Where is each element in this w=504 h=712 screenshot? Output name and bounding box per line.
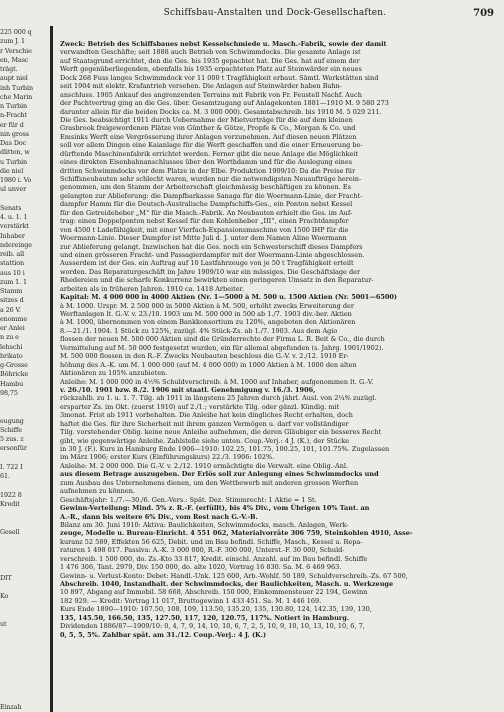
text-line: Grasbrook freigewordenen Plätze von Günther & Götze, Propfe & Co., Morgan & Co. und [60,124,356,133]
text-line: rückzahlb. zu 1. u. 1. 7. Tilg. ab 1911 in längstens 25 Jahren durch jährl. Ausl. von 2¼% zuzügl. [60,394,377,403]
left-column-line: dlitten, w [0,148,30,157]
header-title: Schiffsbau-Anstalten und Dock-Gesellschaften. [163,8,387,18]
left-column-line: 5 zus. z [0,435,24,443]
left-column-line: sitzes d [0,296,24,305]
left-column-line: Schiffe [0,425,22,434]
text-line: seit 1904 mit elektr. Krafantrieb versehen. Die Anlagen auf Steinwärder haben Bahn- [60,82,342,91]
text-line: Kapital: M. 4 000 000 in 4000 Aktien (Nr. 1—5000 à M. 500 u. 1500 Aktien (Nr. 5001—6500) [60,293,397,302]
left-column-line: Böhricke [0,370,29,379]
text-line: dritten Schwimmdocks vor dem Platze in der Elbe. Produktion 1909/10: Da die Preise für [60,166,356,175]
left-column-line [0,639,48,648]
text-line: Anleihe: M. 2 000 000. Die G.-V. v. 2./12. 1910 ermächtigte die Verwalt. eine Oblig.-Anl. [60,461,349,470]
left-column-line: 1980 i. Vo [0,176,32,184]
text-line: Schiffsneubauten sehr schlecht waren, wurden nur die notwendigsten Neuaufträge herein- [60,175,362,183]
left-column-line: lehschi [0,342,23,351]
text-line: für den Getreideheber „M“ für die Masch.-Fabrik. An Neubauten erhielt die Ges. im Auf- [60,208,353,217]
column-divider [50,26,53,712]
left-column-line [0,583,48,592]
left-column-line: brikato [0,351,23,360]
text-line: Vermittelung auf M. 50 000 festgesetzt wurden, ein für allemal abgefunden (s. Jahrg. 1901/1902). [60,343,384,352]
left-column-line [0,694,48,703]
text-line: dampfer Hamm für die Deutsch-Australische Dampfschiffs-Ges., ein Ponton nebst Kessel [60,200,353,209]
left-column-line [0,602,48,611]
left-column-line: trägt. [0,65,18,73]
left-column-line: aupt niel [0,74,28,83]
left-column-line [0,195,48,204]
text-line: soll vor allem Dingen eine Kaianlage für die Werft geschaffen und die einer Erneuerung be- [60,141,363,150]
text-line: genommen, um den Stamm der Arbeiterschaft gleichmässig beschäftigen zu können. Es [60,183,351,192]
left-column-line [0,685,48,694]
left-column-line: zum 1. 1 [0,277,27,286]
text-line: Gewinn-Verteilung: Mind. 5% z. R.-F. (erfüllt), bis 4% Div., vom Übrigen 10% Tant. an [60,504,370,513]
left-column-line: Ko [0,592,9,601]
left-column-line: g-Grosse [0,361,28,369]
text-line: M. 500 000 flossen in den R.-F. Zwecks Neubauten beschloss die G.-V. v. 2./12. 1910 Er- [60,352,349,361]
text-line: arbeiten als in früheren Jahren. 1910 ca. 1418 Arbeiter. [60,284,245,293]
text-line: Woermann-Linie. Dieser Dampfer ist Mitte Juli d. J. unter dem Namen Aline Woermann [60,234,347,243]
left-column-line: Stamm [0,287,23,295]
text-line: 8.—21./1. 1904. 1 Stück zu 125%, zuzügl. 4% Stück-Zs. ab 1./7. 1903. Aus dem Agio [60,326,338,335]
left-column-line: a 26 V. [0,305,21,314]
left-column-line: Kredit [0,499,20,508]
left-column-line [0,518,48,527]
text-line: der Pachtvertrag ging an die Ges. über. Gesamtzugang auf Anlagekonten 1881—1910 M. 9 580 273 [60,99,389,108]
text-line: darunter allein für die beiden Docks ca. M. 3 000 000). Gesamtabschreib. bis 1910 M. 5 029 211. [60,107,382,116]
text-line: verschreib. 1 500 000, do. Zs.-Kto 33 817, Kredit. einschl. Anzahl. auf im Bau befindl. Schiffe [60,554,368,563]
text-line: gibt, wie gegenwärtige Anleihe. Zahlstelle siehe unten. Coup.-Verj.: 4 J. (K.), der Stücke [60,436,350,445]
left-column-line [0,565,48,574]
left-column-line [0,546,48,555]
left-column-line [0,555,48,564]
text-line: v. 26./10. 1901 bzw. 8./2. 1906 mit staatl. Genehmigung v. 16./3. 1906, [60,385,316,394]
text-line: trag: einen Doppelponton nebst Kessel für den Kohlenheber „III“, einen Frachtdampfer [60,217,349,226]
text-line: 10 897, Abgang auf Immobil. 58 668, Abschreib. 150 000, Einkommensteuer 22 194, Gewinn [60,588,368,597]
text-line: ersparter Zs. im Okt. (zuerst 1910) auf 2./1.; verstärkte Tilg. oder gänzl. Kündig. mit [60,402,340,411]
text-line: à M. 1000, übernommen von einem Bankkonsortium zu 120%, angeboten den Aktionären [60,318,356,327]
left-column-line: enomme [0,314,28,323]
left-column-line: nin gross [0,129,29,138]
text-line: 3monat. Frist ab 1911 vorbehalten. Die Anleihe hat kein dingliches Recht erhalten, doch [60,411,353,420]
text-line: Anleihe: M. 1 000 000 in 4½% Schuldverschreib. à M. 1000 auf Inhaber, aufgenommen lt. G.-V. [60,377,374,386]
text-line: höhung des A.-K. um M. 1 000 000 (auf M. 4 000 000) in 1000 Aktien à M. 1000 den alten [60,360,357,369]
left-column-line: Hambu [0,379,24,388]
text-line: 182 929. — Kredit: Vortrag 11 017, Bruttogewinn 1 433 451. Sa. M. 1 446 169. [60,596,322,605]
text-line: 135, 145.50, 166.50, 135, 127.50, 117, 120, 120.75, 117%. Notiert in Hamburg. [60,613,350,622]
text-line: anschluss. 1905 Ankauf des angrenzenden Terrains mit Fabrik von Fr. Feustell Nachf. Auch [60,90,362,99]
text-line: à M. 1000. Urspr. M. 2 500 000 in 5000 Aktien à M. 500, erhöht zwecks Erweiterung der [60,301,354,310]
left-column-line [0,648,48,657]
left-column-line: er Anlei [0,324,25,332]
text-line: dürftende Maschinenfabrik errichtet werden. Ferner gibt die neue Anlage die Möglichkeit [60,149,359,158]
left-column-line: 225 000 q [0,28,32,36]
text-line: verwandten Geschäfte; seit 1888 auch Betrieb von Schwimmdocks. Die gesamte Anlage ist [60,48,361,57]
text-line: im März 1906; erster Kurs (Einführungskurs) 22./3. 1906: 102%. [60,453,275,462]
text-line: Geschäftsjahr: 1./7.—30./6. Gen.-Vers.: Spät. Dez. Stimmrecht: 1 Aktie = 1 St. [60,495,317,504]
text-line: Kurs Ende 1890—1910: 107.50, 108, 109, 113.50, 135.20, 135, 130.80, 124, 142.35, 139, 130, [60,605,372,614]
left-column-line: DIT [0,573,12,582]
text-line: zeuge, Modelle u. Bureau-Einricht. 4 551 062, Materialvorräte 306 759, Steinkohlen 4910, Asse- [60,529,413,538]
left-column-line: inh Turbin [0,83,33,92]
left-column-line: stattion [0,259,25,268]
left-column-line: 1922 8 [0,490,22,499]
left-column-line: reib. all [0,250,25,258]
text-line: aufnehmen zu können. [60,487,135,496]
left-column-line: verstärkt [0,222,29,231]
text-line: Dock 268 Fuss langes Schwimmdock vor 11 000 t Tragfähigkeit erbaut. Sämtl. Werkstätten sind [60,73,379,82]
text-line: haftet die Ges. für ihre Sicherheit mit ihrem ganzen Vermögen u. darf vor vollständiger [60,419,349,428]
text-line: Zweck: Betrieb des Schiffsbaues nebst Kesselschmiede u. Masch.-Fabrik, sowie der damit [60,40,387,48]
text-line: Ausserdem ist der Ges. ein Auftrag auf 10 Lastfahrzeuge von je 50 t Tragfähigkeit erteilt [60,259,354,268]
main-text-column [60,40,496,708]
left-column-line [0,481,48,490]
left-column-line [0,657,48,666]
left-column-line: Senats [0,203,22,212]
text-line: A.-R., dann bis weitere 6% Div., vom Rest nach G.-V.-B. [60,512,258,521]
left-column-line: n zu e [0,333,19,342]
left-column-line: ersonfür [0,444,27,453]
text-line: eines direkten Eisenbahnanschlusses über den Worthdamm und für die Auslegung eines [60,158,353,167]
text-line: 1 476 306, Tant. 2979, Div. 150 000, do. alte 1020, Vortrag 16 830. Sa. M. 6 469 963. [60,563,342,572]
text-line: Die Ges. beabsichtigt 1911 durch Uebernahme der Mietverträge für die auf dem kleinen [60,115,353,124]
text-line: auf Staatsgrund errichtet, den die Ges. bis 1935 gepachtet hat. Die Ges. hat auf einem der [60,56,360,65]
text-line: Aktionären zu 105% anzubieten. [60,369,168,378]
text-line: worden. Das Reparaturgeschäft im Jahre 1909/10 war ein mässiges. Die Geschäftslage der [60,267,361,276]
left-column-line [0,509,48,518]
page-number: 709 [473,8,494,19]
text-line: Dividenden 1886/87—1909/10: 0, 4, 7, 9, 14, 10, 10, 6, 7, 2, 5, 10, 9, 10, 10, 13, 10, 10, 6, 7, [60,622,365,631]
left-column-line [0,537,48,546]
left-column-line [0,454,48,463]
left-column-line [0,676,48,685]
left-column-line: 61. [0,472,10,480]
left-column-line: en, Masc [0,55,29,64]
text-line: Abschreib. 1040, Instandhalt. der Schwimmdocks, der Baulichkeiten, Masch. u. Werkzeuge [60,580,394,588]
left-column-line: Das Doc [0,139,27,147]
left-column-line: zum J. 1 [0,37,25,46]
left-column-line: eugung [0,416,24,425]
text-line: flossen der neuen M. 500 000 Aktien sind die Gründerrechte der Firma L. R. Beit & Co., die durch [60,335,385,344]
left-column-line: ul unver [0,185,27,194]
text-line: und einen grösseren Fracht- und Passagierdampfer mit der Woermann-Linie abgeschlossen. [60,250,365,259]
text-line: raturen 1 498 017. Passiva: A.-K. 3 000 000, R.-F. 300 000, Unterst.-F. 30 000, Schuld- [60,546,345,555]
text-line: Gewinn- u. Verlust-Konto: Debet: Handl.-Unk. 125 600, Arb.-Wohlf. 50 189, Schuldverschreib.-Zs. 67 500, [60,571,408,580]
text-line: von 4500 t Ladefähigkeit, mit einer Vierfach-Expansionsmaschine von 1500 IHP für die [60,225,349,234]
left-column-line: aus 10 i [0,268,25,277]
left-column-line: Inhaber [0,231,25,240]
left-column-line: I. 722 I [0,462,23,471]
text-line: aus diesem Betrage auszugeben. Der Erlös soll zur Anlegung eines Schwimmdocks und [60,470,379,479]
left-column-line [0,666,48,675]
left-column-line: ut [0,620,7,628]
left-column-line: r Verschie [0,46,32,55]
left-column-line: Einzah [0,703,22,712]
left-column-line: n Turbin [0,102,28,110]
left-column-line: die niel [0,166,24,175]
left-column-line [0,398,48,407]
left-column-line [0,611,48,620]
left-column-line: che Marin [0,92,33,101]
left-column-line [0,407,48,416]
left-column-line: 4. u. 1. 1 [0,213,28,221]
left-column-line: ndereinge [0,240,32,249]
text-line: Rhedereien und die scharfe Konkurrenz bewirkten einen geringeren Umsatz in den Reparatur- [60,276,374,285]
text-line: Emsinks Werft eine Vergrösserung ihrer Anlagen vorzunehmen. Auf diesen neuen Plätzen [60,132,357,141]
left-column-line: n-Fracht [0,111,28,120]
left-column-line: 98,75 [0,388,18,397]
text-line: zum Ausbau des Unternehmens dienen, um den Wettbewerb mit anderen grossen Werften [60,478,359,487]
text-line: Bilanz am 30. Juni 1910: Aktiva: Baulichkeiten, Schwimmdocks, masch. Anlagen, Werk- [60,520,349,529]
left-column-line: u Turbin [0,157,28,166]
left-column-line [0,629,48,638]
left-cropped-column [0,28,48,712]
text-line: kuranz 52 589, Effekten 56 625, Debit. und im Bau befindl. Schiffe, Masch., Kessel u. Repa- [60,537,363,546]
text-line: Tilg. vorstehender Oblig. keine neue Anleihe aufnehmen, die deren Gläubiger ein besseres Recht [60,428,382,437]
text-line: Werft gegenüberliegenden, ebenfalls bis 1935 erpachteten Platz auf Steinwärder ein neues [60,65,362,74]
text-line: Werftanlagen lt. G.-V. v. 23./10. 1903 um M. 500 000 in 500 ab 1./7. 1903 div.-ber. Aktien [60,310,352,318]
text-line: zur Ablieferung gelangt. Inzwischen hat die Ges. noch ein Schwesterschiff dieses Dampfers [60,242,363,251]
text-line: 0, 5, 5, 5%. Zahlbar spät. am 31./12. Coup.-Verj.: 4 J. (K.) [60,630,267,639]
left-column-line: er für d [0,120,24,129]
text-line: in 30 J. (F.). Kurs in Hamburg Ende 1906—1910: 102.25, 101.75, 100.25, 101, 101.75%. Zugelassen [60,445,390,453]
left-column-line: Gesell [0,527,20,536]
running-header [56,8,494,24]
text-line: gelangten zur Ablieferung: die Dampfbarkasse Sanaga für die Woermann-Linie, der Fracht- [60,191,363,200]
